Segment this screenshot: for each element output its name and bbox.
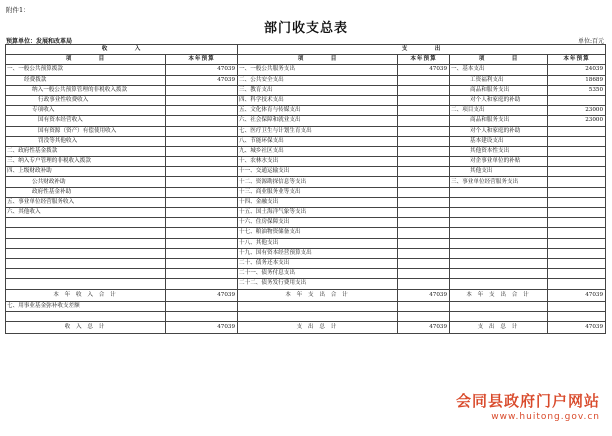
expense-function-cell: 二、公共安全支出	[238, 75, 398, 85]
attachment-label: 附件1：	[6, 6, 30, 14]
table-row	[6, 177, 606, 187]
income-item-header: 项 目	[6, 55, 166, 65]
expense-function-budget-cell	[398, 126, 450, 136]
income-item-cell: 国有资本经营收入	[6, 116, 166, 126]
table-row	[6, 167, 606, 177]
income-budget-header: 本年预算	[166, 55, 238, 65]
expense-grand-total-value: 47039	[398, 321, 450, 333]
expense-function-budget-cell	[398, 238, 450, 248]
expense-econ-cell	[450, 279, 548, 289]
expense-econ-cell	[450, 208, 548, 218]
income-item-cell	[6, 258, 166, 268]
expense-econ-cell	[450, 269, 548, 279]
expense-function-cell: 十三、商业服务业等支出	[238, 187, 398, 197]
table-row	[6, 126, 606, 136]
expense-function-cell: 四、科学技术支出	[238, 95, 398, 105]
table-row	[6, 269, 606, 279]
page-title: 部门收支总表	[263, 21, 348, 36]
income-budget-cell: 47039	[166, 75, 238, 85]
table-row	[6, 228, 606, 238]
carry-over-label: 七、用事业基金弥补收支差额	[6, 301, 166, 311]
column-header-row	[6, 55, 606, 65]
income-item-cell: 行政事业性收费收入	[6, 95, 166, 105]
expense-function-cell: 十二、资源勘探信息等支出	[238, 177, 398, 187]
expense-grand-total-label: 支 出 总 计	[238, 321, 398, 333]
table-row	[6, 106, 606, 116]
expense-function-budget-cell	[398, 248, 450, 258]
expense-econ-cell: 其他支出	[450, 167, 548, 177]
table-row	[6, 95, 606, 105]
expense-econ-cell	[450, 187, 548, 197]
expense-function-cell: 三、教育支出	[238, 85, 398, 95]
expense-econ-cell: 二、项目支出	[450, 106, 548, 116]
income-expense-table	[5, 44, 606, 334]
expense-econ-budget-cell	[548, 146, 606, 156]
table-row	[6, 136, 606, 146]
expense-function-cell: 十六、住房保障支出	[238, 218, 398, 228]
expense-econ-cell: 对个人和家庭的补助	[450, 95, 548, 105]
table-row	[6, 85, 606, 95]
expense-function-budget-cell	[398, 85, 450, 95]
expense-group-header: 支 出	[238, 45, 606, 55]
table-row	[6, 187, 606, 197]
expense2-year-total-label: 本 年 支 出 合 计	[450, 289, 548, 301]
table-row	[6, 208, 606, 218]
income-budget-cell	[166, 157, 238, 167]
expense-function-budget-cell	[398, 269, 450, 279]
expense-econ-cell: 基本建设支出	[450, 136, 548, 146]
group-header-row	[6, 45, 606, 55]
expense-econ-budget-cell	[548, 187, 606, 197]
expense2-grand-total-value: 47039	[548, 321, 606, 333]
grand-total-row	[6, 321, 606, 333]
expense-function-cell: 二十二、债务发行费用支出	[238, 279, 398, 289]
expense-econ-budget-cell	[548, 177, 606, 187]
income-item-cell	[6, 269, 166, 279]
income-budget-cell	[166, 95, 238, 105]
expense-econ-budget-cell	[548, 218, 606, 228]
expense-econ-budget-cell: 18689	[548, 75, 606, 85]
expense-econ-cell	[450, 218, 548, 228]
expense-econ-item-header: 项 目	[450, 55, 548, 65]
expense-econ-budget-cell	[548, 258, 606, 268]
income-year-total-value: 47039	[166, 289, 238, 301]
income-item-cell	[6, 279, 166, 289]
expense-function-budget-cell	[398, 228, 450, 238]
expense-econ-budget-cell	[548, 95, 606, 105]
income-item-cell: 二、政府性基金拨款	[6, 146, 166, 156]
expense-function-budget-cell	[398, 116, 450, 126]
income-item-cell: 三、纳入专户管理的非税收入拨款	[6, 157, 166, 167]
expense-econ-cell	[450, 258, 548, 268]
expense-function-cell: 十、农林水支出	[238, 157, 398, 167]
expense-function-cell: 十五、国土海洋气象等支出	[238, 208, 398, 218]
table-row	[6, 75, 606, 85]
expense2-year-total-value: 47039	[548, 289, 606, 301]
expense-econ-cell: 一、基本支出	[450, 65, 548, 75]
expense-function-cell: 六、社会保障和就业支出	[238, 116, 398, 126]
carry-over-row	[6, 301, 606, 311]
expense-econ-budget-cell	[548, 167, 606, 177]
expense-function-budget-cell: 47039	[398, 65, 450, 75]
expense-econ-cell: 其他资本性支出	[450, 146, 548, 156]
expense-function-budget-cell	[398, 136, 450, 146]
watermark-title: 会同县政府门户网站	[455, 392, 600, 410]
income-budget-cell	[166, 208, 238, 218]
income-item-cell	[6, 228, 166, 238]
expense-econ-cell: 商品和服务支出	[450, 116, 548, 126]
income-budget-cell	[166, 136, 238, 146]
table-row	[6, 146, 606, 156]
table-row	[6, 279, 606, 289]
expense-function-budget-cell	[398, 106, 450, 116]
expense-function-cell: 十八、其他支出	[238, 238, 398, 248]
income-budget-cell	[166, 258, 238, 268]
table-row	[6, 197, 606, 207]
income-item-cell	[6, 218, 166, 228]
table-row	[6, 218, 606, 228]
expense-econ-budget-cell	[548, 228, 606, 238]
expense-econ-budget-cell: 23000	[548, 106, 606, 116]
expense2-grand-total-label: 支 出 总 计	[450, 321, 548, 333]
table-row	[6, 238, 606, 248]
table-row	[6, 116, 606, 126]
expense-function-cell: 十九、国有资本经营预算支出	[238, 248, 398, 258]
expense-econ-budget-cell: 5350	[548, 85, 606, 95]
expense-function-budget-cell	[398, 167, 450, 177]
income-budget-cell	[166, 116, 238, 126]
expense-econ-budget-cell	[548, 197, 606, 207]
expense-function-cell: 十七、粮油物资储备支出	[238, 228, 398, 238]
income-item-cell: 政府性基金补助	[6, 187, 166, 197]
income-budget-cell	[166, 269, 238, 279]
expense-function-budget-cell	[398, 187, 450, 197]
expense-econ-cell	[450, 228, 548, 238]
expense-function-budget-cell	[398, 95, 450, 105]
expense-function-budget-cell	[398, 258, 450, 268]
expense-function-budget-cell	[398, 75, 450, 85]
expense-econ-budget-header: 本年预算	[548, 55, 606, 65]
income-budget-cell	[166, 167, 238, 177]
expense-econ-cell: 对企事业单位的补贴	[450, 157, 548, 167]
income-budget-cell	[166, 146, 238, 156]
income-group-header: 收 入	[6, 45, 238, 55]
table-row	[6, 258, 606, 268]
expense-function-budget-cell	[398, 279, 450, 289]
income-budget-cell	[166, 85, 238, 95]
expense-econ-budget-cell	[548, 248, 606, 258]
income-budget-cell	[166, 126, 238, 136]
expense-budget-header: 本年预算	[398, 55, 450, 65]
expense-function-cell: 九、城乡社区支出	[238, 146, 398, 156]
money-unit: 单位:百元	[577, 38, 604, 45]
income-grand-total-label: 收 入 总 计	[6, 321, 166, 333]
income-budget-cell	[166, 187, 238, 197]
expense-econ-budget-cell: 24039	[548, 65, 606, 75]
income-item-cell: 经费拨款	[6, 75, 166, 85]
income-item-cell	[6, 238, 166, 248]
expense-function-cell: 二十一、债务付息支出	[238, 269, 398, 279]
income-budget-cell: 47039	[166, 65, 238, 75]
expense-econ-cell: 对个人和家庭的补助	[450, 126, 548, 136]
income-budget-cell	[166, 238, 238, 248]
table-row	[6, 157, 606, 167]
income-item-cell: 专项收入	[6, 106, 166, 116]
expense-econ-budget-cell	[548, 238, 606, 248]
income-budget-cell	[166, 248, 238, 258]
income-item-cell: 公共财政补助	[6, 177, 166, 187]
income-item-cell: 五、事业单位经营服务收入	[6, 197, 166, 207]
expense-function-cell: 二十、债务还本支出	[238, 258, 398, 268]
income-item-cell: 纳入一般公共预算管理的非税收入拨款	[6, 85, 166, 95]
expense-function-cell: 七、医疗卫生与计划生育支出	[238, 126, 398, 136]
expense-function-budget-cell	[398, 208, 450, 218]
expense-econ-cell	[450, 197, 548, 207]
income-budget-cell	[166, 106, 238, 116]
expense-item-header: 项 目	[238, 55, 398, 65]
expense-econ-cell: 商品和服务支出	[450, 85, 548, 95]
budget-unit: 预算单位：发展和改革局	[6, 38, 73, 45]
income-item-cell: 罚没等其他收入	[6, 136, 166, 146]
income-item-cell: 四、上级财政补助	[6, 167, 166, 177]
site-watermark	[456, 390, 600, 422]
income-grand-total-value: 47039	[166, 321, 238, 333]
expense-function-cell: 八、节能环保支出	[238, 136, 398, 146]
expense-function-budget-cell	[398, 197, 450, 207]
table-row	[6, 248, 606, 258]
income-year-total-label: 本 年 收 入 合 计	[6, 289, 166, 301]
expense-function-cell: 五、文化体育与传媒支出	[238, 106, 398, 116]
expense-econ-budget-cell	[548, 136, 606, 146]
expense-year-total-label: 本 年 支 出 合 计	[238, 289, 398, 301]
expense-econ-cell: 工资福利支出	[450, 75, 548, 85]
income-budget-cell	[166, 197, 238, 207]
expense-function-cell: 十一、交通运输支出	[238, 167, 398, 177]
expense-function-cell: 十四、金融支出	[238, 197, 398, 207]
income-budget-cell	[166, 279, 238, 289]
income-item-cell: 一、一般公共预算拨款	[6, 65, 166, 75]
expense-econ-budget-cell: 23000	[548, 116, 606, 126]
income-budget-cell	[166, 228, 238, 238]
expense-econ-budget-cell	[548, 279, 606, 289]
table-row	[6, 65, 606, 75]
income-budget-cell	[166, 218, 238, 228]
expense-econ-budget-cell	[548, 269, 606, 279]
expense-function-budget-cell	[398, 177, 450, 187]
expense-econ-cell	[450, 248, 548, 258]
expense-function-budget-cell	[398, 218, 450, 228]
year-total-row	[6, 289, 606, 301]
expense-econ-cell: 三、事业单位经营服务支出	[450, 177, 548, 187]
income-item-cell: 六、其他收入	[6, 208, 166, 218]
income-item-cell	[6, 248, 166, 258]
expense-econ-budget-cell	[548, 126, 606, 136]
expense-econ-cell	[450, 238, 548, 248]
expense-year-total-value: 47039	[398, 289, 450, 301]
expense-function-budget-cell	[398, 146, 450, 156]
income-item-cell: 国有资源（资产）有偿使用收入	[6, 126, 166, 136]
income-budget-cell	[166, 177, 238, 187]
watermark-url: www.huitong.gov.cn	[491, 412, 600, 422]
expense-econ-budget-cell	[548, 208, 606, 218]
expense-function-cell: 一、一般公共服务支出	[238, 65, 398, 75]
expense-function-budget-cell	[398, 157, 450, 167]
expense-econ-budget-cell	[548, 157, 606, 167]
